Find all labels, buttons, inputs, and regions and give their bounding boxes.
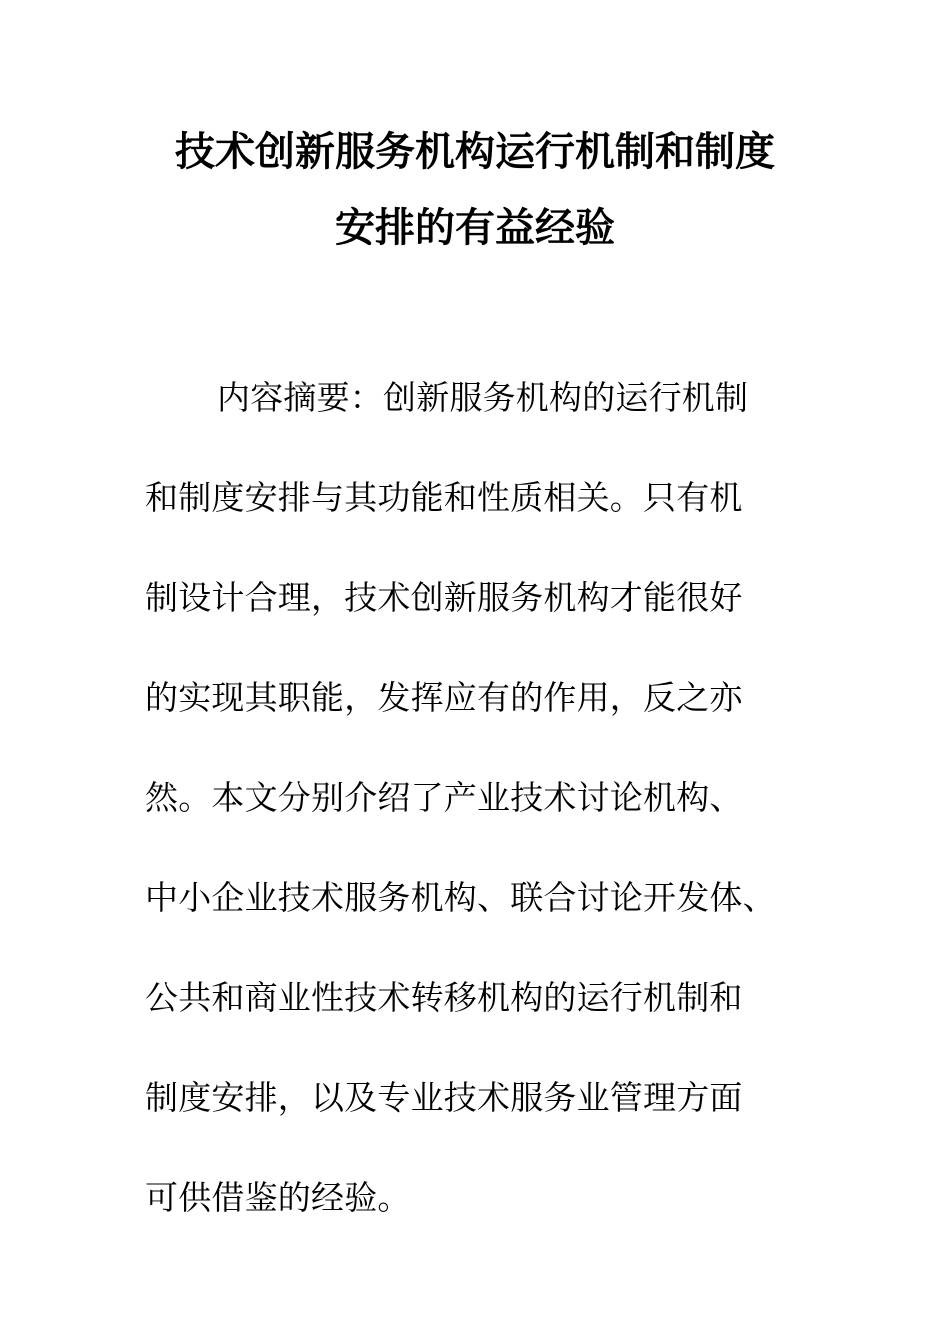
title-line-1: 技术创新服务机构运行机制和制度 [175, 128, 775, 175]
abstract-line-2: 和制度安排与其功能和性质相关。只有机 [145, 478, 743, 517]
abstract-line-5: 然。本文分别介绍了产业技术讨论机构、 [145, 778, 743, 817]
abstract-line-9: 可供借鉴的经验。 [145, 1178, 411, 1217]
abstract-line-6: 中小企业技术服务机构、联合讨论开发体、 [145, 878, 776, 917]
abstract-line-8: 制度安排，以及专业技术服务业管理方面 [145, 1078, 743, 1117]
abstract-line-3: 制设计合理，技术创新服务机构才能很好 [145, 578, 743, 617]
abstract-line-7: 公共和商业性技术转移机构的运行机制和 [145, 978, 743, 1017]
abstract-line-4: 的实现其职能，发挥应有的作用，反之亦 [145, 678, 743, 717]
abstract-line-1: 内容摘要：创新服务机构的运行机制 [217, 378, 749, 417]
title-line-2: 安排的有益经验 [335, 204, 615, 251]
